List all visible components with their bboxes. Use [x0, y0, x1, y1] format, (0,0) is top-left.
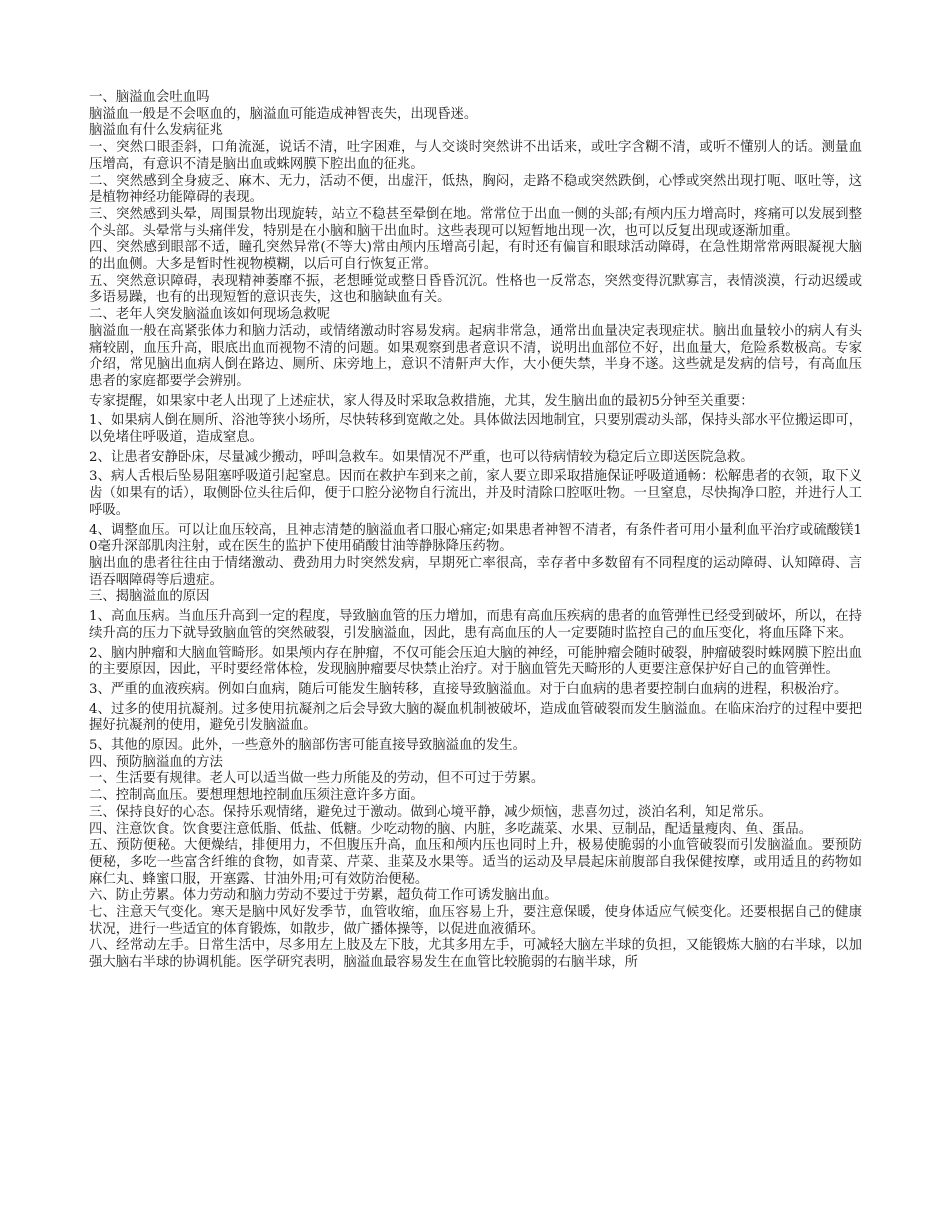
- paragraph-15: 4、调整血压。可以让血压较高，且神志清楚的脑溢血者口服心痛定;如果患者神智不清者，有条件者可用小量利血平治疗或硫酸镁10毫升深部肌肉注射，或在医生的监护下使用硝酸甘油等静脉降压药物。: [89, 522, 862, 555]
- paragraph-12: 1、如果病人倒在厕所、浴池等狭小场所，尽快转移到宽敞之处。具体做法因地制宜，只要别震动头部，保持头部水平位搬运即可，以免堵住呼吸道，造成窒息。: [89, 413, 862, 446]
- paragraph-8: 五、突然意识障碍，表现精神萎靡不振，老想睡觉或整日昏昏沉沉。性格也一反常态，突然变得沉默寡言，表情淡漠，行动迟缓或多语易躁，也有的出现短暂的意识丧失，这也和脑缺血有关。: [89, 273, 862, 306]
- paragraph-22: 5、其他的原因。此外，一些意外的脑部伤害可能直接导致脑溢血的发生。: [89, 738, 527, 754]
- paragraph-24: 一、生活要有规律。老人可以适当做一些力所能及的劳动，但不可过于劳累。: [89, 771, 545, 787]
- paragraph-1: 一、脑溢血会吐血吗: [89, 90, 210, 105]
- paragraph-5: 二、突然感到全身疲乏、麻木、无力，活动不便，出虚汗，低热，胸闷，走路不稳或突然跌倒，心悸或突然出现打呃、呕吐等，这是植物神经功能障碍的表现。: [89, 173, 862, 206]
- paragraph-20: 3、严重的血液疾病。例如白血病，随后可能发生脑转移，直接导致脑溢血。对于白血病的患者要控制白血病的进程，积极治疗。: [89, 681, 848, 697]
- document-body: [89, 90, 862, 972]
- paragraph-6: 三、突然感到头晕，周围景物出现旋转，站立不稳甚至晕倒在地。常常位于出血一侧的头部;有颅内压力增高时，疼痛可以发展到整个头部。头晕常与头痛伴发，特别是在小脑和脑干出血时。这些表现可以短暂地出现一次，也可以反复出现或逐渐加重。: [89, 206, 862, 239]
- paragraph-19: 2、脑内肿瘤和大脑血管畸形。如果颅内存在肿瘤，不仅可能会压迫大脑的神经，可能肿瘤会随时破裂，肿瘤破裂时蛛网膜下腔出血的主要原因，因此，平时要经常体检，发现脑肿瘤要尽快禁止治疗。对于脑血管先天畸形的人更要注意保护好自己的血管弹性。: [89, 645, 862, 678]
- paragraph-23: 四、预防脑溢血的方法: [89, 754, 223, 770]
- paragraph-16: 脑出血的患者往往由于情绪激动、费劲用力时突然发病，早期死亡率很高，幸存者中多数留有不同程度的运动障碍、认知障碍、言语吞咽障碍等后遗症。: [89, 555, 862, 588]
- paragraph-27: 四、注意饮食。饮食要注意低脂、低盐、低糖。少吃动物的脑、内脏，多吃蔬菜、水果、豆制品，配适量瘦肉、鱼、蛋品。: [89, 821, 813, 837]
- paragraph-18: 1、高血压病。当血压升高到一定的程度，导致脑血管的压力增加，而患有高血压疾病的患者的血管弹性已经受到破坏，所以，在持续升高的压力下就导致脑血管的突然破裂，引发脑溢血，因此，患有高血压的人一定要随时监控自己的血压变化，将血压降下来。: [89, 609, 862, 641]
- paragraph-14: 3、病人舌根后坠易阻塞呼吸道引起窒息。因而在救护车到来之前，家人要立即采取措施保证呼吸道通畅：松解患者的衣领，取下义齿（如果有的话），取侧卧位头往后仰，便于口腔分泌物自行流出，并及时清除口腔呕吐物。一旦窒息，尽快掏净口腔，并进行人工呼吸。: [89, 469, 862, 518]
- paragraph-29: 六、防止劳累。体力劳动和脑力劳动不要过于劳累，超负荷工作可诱发脑出血。: [89, 888, 558, 904]
- paragraph-25: 二、控制高血压。要想理想地控制血压须注意许多方面。: [89, 788, 424, 804]
- paragraph-17: 三、揭脑溢血的原因: [89, 589, 210, 605]
- paragraph-2: 脑溢血一般是不会呕血的，脑溢血可能造成神智丧失，出现昏迷。: [89, 106, 478, 122]
- paragraph-4: 一、突然口眼歪斜，口角流涎，说话不清，吐字困难，与人交谈时突然讲不出话来，或吐字含糊不清，或听不懂别人的话。测量血压增高，有意识不清是脑出血或蛛网膜下腔出血的征兆。: [89, 140, 862, 172]
- paragraph-26: 三、保持良好的心态。保持乐观情绪，避免过于激动。做到心境平静，减少烦恼，悲喜勿过，淡泊名利，知足常乐。: [89, 804, 772, 820]
- paragraph-11: 专家提醒，如果家中老人出现了上述症状，家人得及时采取急救措施，尤其，发生脑出血的最初5分钟至关重要：: [89, 393, 754, 409]
- paragraph-21: 4、过多的使用抗凝剂。过多使用抗凝剂之后会导致大脑的凝血机制被破坏，造成血管破裂而发生脑溢血。在临床治疗的过程中要把握好抗凝剂的使用，避免引发脑溢血。: [89, 701, 862, 734]
- paragraph-30: 七、注意天气变化。寒天是脑中风好发季节，血管收缩，血压容易上升，要注意保暖，使身体适应气候变化。还要根据自己的健康状况，进行一些适宜的体育锻炼，如散步，做广播体操等，以促进血液循环。: [89, 905, 862, 937]
- paragraph-7: 四、突然感到眼部不适，瞳孔突然异常(不等大)常由颅内压增高引起，有时还有偏盲和眼球活动障碍，在急性期常常两眼凝视大脑的出血侧。大多是暂时性视物模糊，以后可自行恢复正常。: [89, 240, 862, 273]
- paragraph-9: 二、老年人突发脑溢血该如何现场急救呢: [89, 307, 331, 323]
- paragraph-10: 脑溢血一般在高紧张体力和脑力活动，或情绪激动时容易发病。起病非常急，通常出血量决定表现症状。脑出血量较小的病人有头痛较剧，血压升高，眼底出血而视物不清的问题。如果观察到患者意识不清，说明出血部位不好，出血量大，危险系数极高。专家介绍，常见脑出血病人倒在路边、厕所、床旁地上，意识不清鼾声大作，大小便失禁，半身不遂。这些就是发病的信号，有高血压患者的家庭都要学会辨别。: [89, 323, 862, 389]
- paragraph-28: 五、预防便秘。大便燥结，排便用力，不但腹压升高，血压和颅内压也同时上升，极易使脆弱的小血管破裂而引发脑溢血。要预防便秘，多吃一些富含纤维的食物，如青菜、芹菜、韭菜及水果等。适当的运动及早晨起床前腹部自我保健按摩，或用适且的药物如麻仁丸、蜂蜜口服，开塞露、甘油外用;可有效防治便秘。: [89, 838, 862, 887]
- paragraph-13: 2、让患者安静卧床，尽量减少搬动，呼叫急救车。如果情况不严重，也可以待病情较为稳定后立即送医院急救。: [89, 449, 754, 465]
- paragraph-31: 八、经常动左手。日常生活中，尽多用左上肢及左下肢，尤其多用左手，可减轻大脑左半球的负担，又能锻炼大脑的右半球，以加强大脑右半球的协调机能。医学研究表明，脑溢血最容易发生在血管比较脆弱的右脑半球，所: [89, 938, 862, 971]
- paragraph-3: 脑溢血有什么发病征兆: [89, 123, 223, 139]
